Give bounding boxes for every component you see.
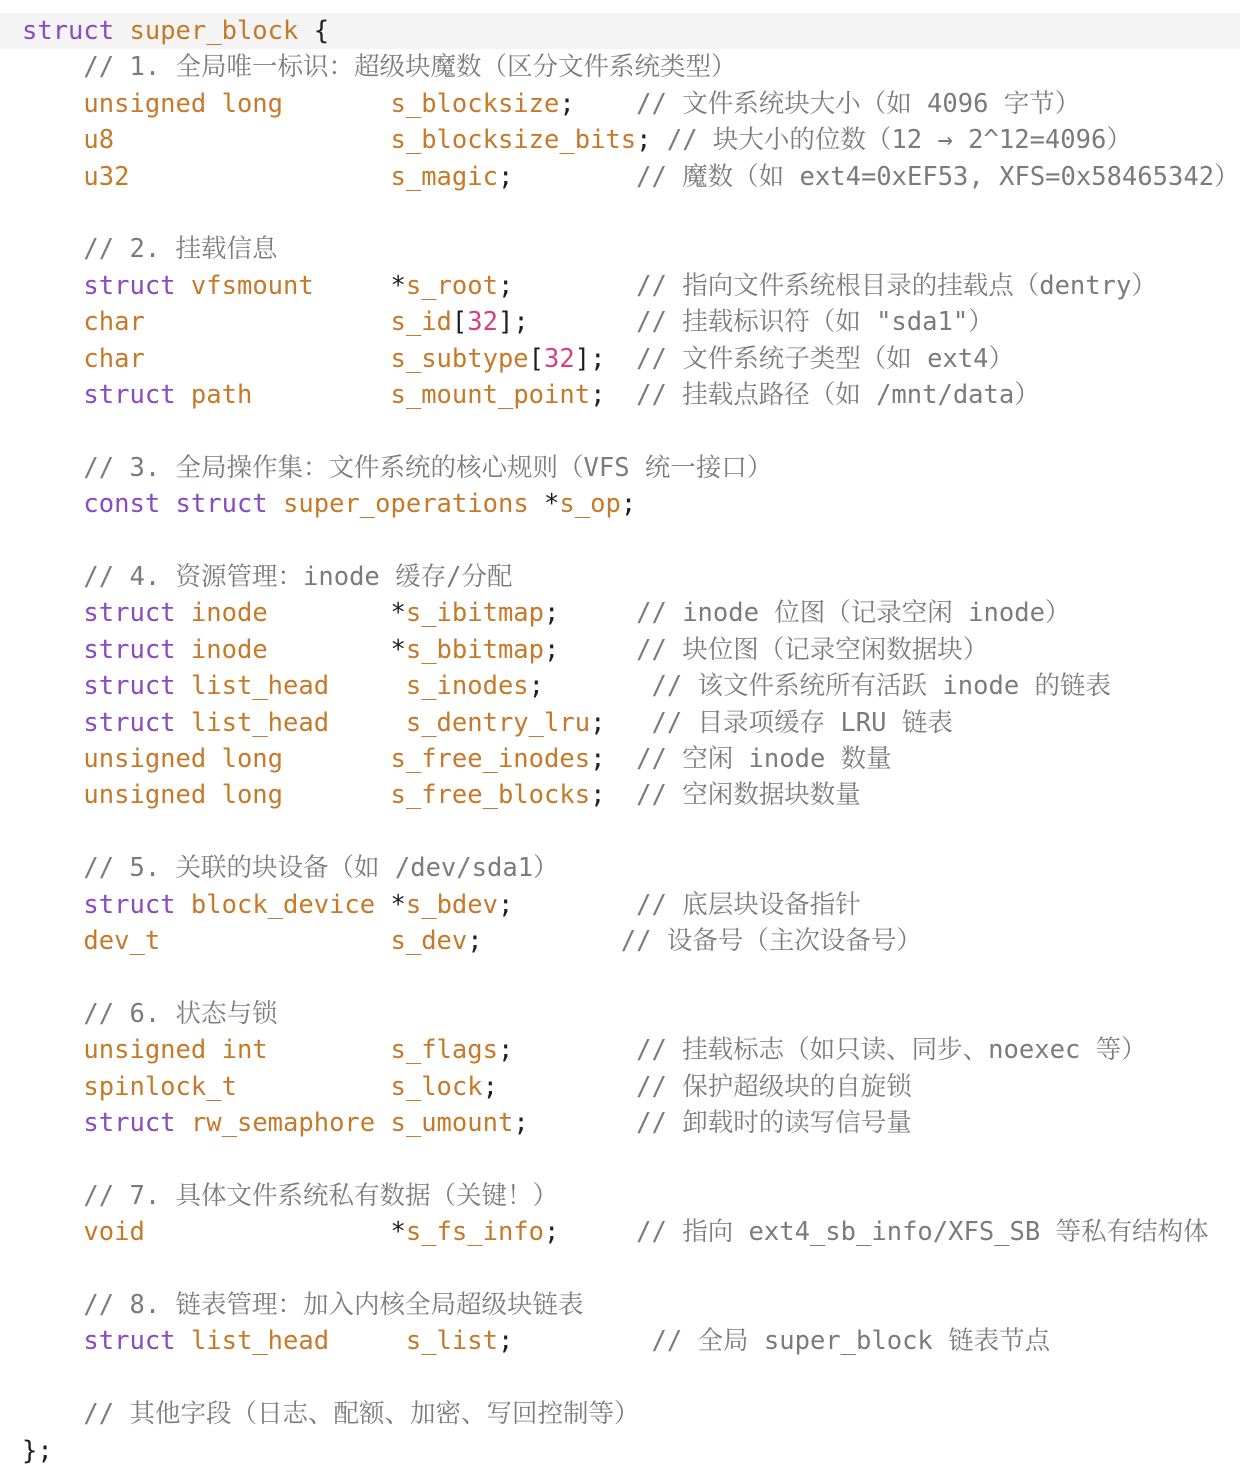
plain-token: ; — [513, 1108, 637, 1138]
comment-token: // 8. 链表管理：加入内核全局超级块链表 — [22, 1290, 584, 1320]
type-token: unsigned long — [83, 744, 284, 774]
identifier-token: s_umount — [390, 1108, 514, 1138]
code-line — [0, 1178, 558, 1214]
plain-token — [22, 890, 83, 920]
plain-token — [375, 1108, 390, 1138]
identifier-token: s_free_blocks — [390, 780, 591, 811]
plain-token: ; — [497, 1326, 652, 1357]
type-token: list_head — [190, 671, 330, 702]
identifier-token: s_subtype — [390, 343, 529, 374]
code-line — [0, 523, 22, 559]
plain-token: ; — [544, 1217, 637, 1248]
comment-token: // 块大小的位数（12 → 2^12=4096） — [666, 125, 1132, 156]
type-token: super_operations — [283, 489, 529, 520]
plain-token — [22, 1217, 83, 1247]
code-line — [0, 304, 994, 340]
identifier-token: s_blocksize_bits — [390, 125, 637, 156]
type-token: path — [190, 380, 253, 410]
comment-token: // 2. 挂载信息 — [22, 234, 278, 265]
code-line — [0, 1105, 912, 1141]
plain-token: ; — [467, 926, 621, 956]
plain-token — [329, 671, 406, 701]
plain-token: ; — [497, 889, 637, 920]
keyword-token: struct — [83, 598, 176, 629]
plain-token — [283, 780, 390, 810]
code-line — [0, 341, 1014, 377]
plain-token — [176, 1108, 191, 1138]
comment-token: // 空闲数据块数量 — [636, 780, 861, 811]
plain-token — [22, 489, 83, 519]
type-token: unsigned int — [83, 1035, 268, 1066]
number-token: 32 — [544, 343, 575, 374]
plain-token — [22, 307, 83, 337]
plain-token — [22, 380, 83, 410]
code-line — [0, 1396, 639, 1432]
code-line — [0, 1360, 22, 1396]
plain-token — [329, 708, 406, 738]
plain-token: ; — [590, 780, 637, 811]
plain-token — [22, 598, 83, 628]
plain-token: ; — [497, 1035, 637, 1066]
plain-token — [176, 635, 191, 665]
identifier-token: s_mount_point — [390, 380, 591, 410]
plain-token — [252, 380, 390, 410]
type-token: list_head — [190, 707, 330, 738]
identifier-token: s_flags — [390, 1035, 498, 1066]
identifier-token: s_id — [390, 307, 452, 338]
plain-token — [160, 489, 175, 519]
code-line — [0, 887, 861, 923]
type-token: void — [83, 1217, 145, 1248]
comment-token: // 4. 资源管理：inode 缓存/分配 — [22, 562, 513, 592]
comment-token: // 空闲 inode 数量 — [636, 744, 892, 774]
code-line — [0, 49, 737, 85]
type-token: inode — [190, 634, 268, 665]
plain-token: ]; — [574, 343, 637, 374]
keyword-token: const — [83, 489, 161, 520]
type-token: u32 — [83, 161, 130, 192]
code-line — [0, 13, 1240, 49]
code-line — [0, 996, 278, 1032]
code-line — [0, 86, 1080, 122]
comment-token: // 3. 全局操作集：文件系统的核心规则（VFS 统一接口） — [22, 452, 773, 483]
keyword-token: struct — [83, 1326, 176, 1357]
identifier-token: s_magic — [390, 161, 498, 192]
keyword-token: struct — [83, 270, 176, 301]
plain-token — [22, 780, 83, 810]
comment-token: // 卸载时的读写信号量 — [636, 1108, 912, 1138]
code-line — [0, 1141, 22, 1177]
identifier-token: s_op — [559, 489, 621, 520]
type-token: list_head — [190, 1326, 330, 1357]
code-line — [0, 1287, 584, 1323]
code-line — [0, 1323, 1050, 1359]
code-line — [0, 231, 278, 267]
code-line — [0, 595, 1070, 631]
plain-token: * — [267, 634, 406, 665]
plain-token — [114, 16, 129, 46]
comment-token: // 文件系统子类型（如 ext4） — [636, 343, 1014, 374]
type-token: char — [83, 343, 145, 374]
plain-token — [268, 489, 283, 519]
comment-token: // 该文件系统所有活跃 inode 的链表 — [651, 671, 1112, 702]
identifier-token: s_dentry_lru — [405, 707, 591, 738]
plain-token: { — [298, 16, 330, 46]
plain-token: * — [267, 598, 406, 629]
comment-token: // 指向文件系统根目录的挂载点（dentry） — [636, 270, 1157, 301]
code-line — [0, 559, 513, 595]
plain-token — [176, 380, 191, 410]
code-line — [0, 1032, 1147, 1068]
comment-token: // 其他字段（日志、配额、加密、写回控制等） — [22, 1399, 640, 1430]
comment-token: // 指向 ext4_sb_info/XFS_SB 等私有结构体 — [636, 1217, 1209, 1248]
comment-token: // 6. 状态与锁 — [22, 998, 278, 1029]
type-token: dev_t — [83, 926, 161, 956]
type-token: rw_semaphore — [190, 1108, 376, 1138]
plain-token — [283, 744, 390, 774]
identifier-token: s_lock — [390, 1071, 483, 1102]
plain-token: ; — [544, 598, 637, 629]
plain-token — [22, 1035, 83, 1065]
code-line — [0, 122, 1132, 158]
type-token: block_device — [190, 889, 376, 920]
code-line — [0, 1251, 22, 1287]
plain-token — [22, 635, 83, 665]
code-line — [0, 705, 953, 741]
code-line — [0, 1214, 1209, 1250]
plain-token — [22, 1108, 83, 1138]
plain-token — [22, 926, 83, 956]
plain-token — [22, 271, 83, 301]
plain-token: ; — [559, 88, 637, 119]
plain-token: [ — [451, 307, 468, 338]
keyword-token: struct — [83, 1108, 176, 1138]
type-token: u8 — [83, 125, 115, 156]
identifier-token: s_fs_info — [405, 1217, 545, 1248]
identifier-token: s_root — [405, 270, 498, 301]
plain-token — [268, 1035, 391, 1065]
plain-token — [22, 1072, 83, 1102]
comment-token: // inode 位图（记录空闲 inode） — [636, 598, 1071, 629]
plain-token: [ — [528, 343, 545, 374]
code-line — [0, 777, 861, 813]
code-line — [0, 923, 922, 959]
comment-token: // 1. 全局唯一标识：超级块魔数（区分文件系统类型） — [22, 52, 737, 83]
plain-token — [176, 671, 191, 701]
comment-token: // 目录项缓存 LRU 链表 — [651, 707, 953, 738]
identifier-token: s_list — [405, 1326, 498, 1357]
plain-token — [22, 744, 83, 774]
type-token: unsigned long — [83, 88, 284, 119]
type-token: inode — [190, 598, 268, 629]
code-line — [0, 814, 22, 850]
code-line — [0, 159, 1240, 195]
plain-token — [114, 125, 390, 155]
plain-token — [237, 1072, 391, 1102]
plain-token — [176, 598, 191, 628]
comment-token: // 5. 关联的块设备（如 /dev/sda1） — [22, 853, 559, 884]
code-line — [0, 668, 1111, 704]
plain-token — [22, 1326, 83, 1356]
comment-token: // 挂载点路径（如 /mnt/data） — [636, 380, 1040, 410]
comment-token: // 块位图（记录空闲数据块） — [636, 634, 989, 665]
plain-token: * — [313, 270, 406, 301]
code-line — [0, 268, 1157, 304]
identifier-token: s_free_inodes — [390, 744, 591, 774]
identifier-token: s_blocksize — [390, 88, 560, 119]
code-line — [0, 413, 22, 449]
plain-token: ; — [544, 634, 637, 665]
code-line — [0, 377, 1040, 413]
plain-token: * — [528, 489, 560, 520]
plain-token: ; — [497, 270, 637, 301]
plain-token — [22, 89, 83, 119]
identifier-token: s_bdev — [405, 889, 498, 920]
identifier-token: s_bbitmap — [405, 634, 545, 665]
type-token: spinlock_t — [83, 1071, 237, 1102]
plain-token — [22, 162, 83, 192]
plain-token: ; — [482, 1071, 637, 1102]
plain-token: ]; — [497, 307, 637, 338]
comment-token: // 7. 具体文件系统私有数据（关键！） — [22, 1180, 559, 1211]
comment-token: // 底层块设备指针 — [636, 889, 861, 920]
plain-token: ; — [590, 380, 637, 410]
keyword-token: struct — [83, 707, 176, 738]
plain-token: ; — [497, 161, 637, 192]
plain-token: }; — [22, 1435, 53, 1466]
plain-token — [129, 162, 390, 192]
plain-token — [145, 307, 391, 337]
plain-token — [176, 890, 191, 920]
comment-token: // 保护超级块的自旋锁 — [636, 1071, 912, 1102]
code-line — [0, 741, 892, 777]
plain-token — [176, 271, 191, 301]
plain-token — [22, 671, 83, 701]
code-line — [0, 1433, 53, 1469]
plain-token — [22, 708, 83, 738]
plain-token — [283, 89, 390, 119]
code-line — [0, 959, 22, 995]
plain-token: * — [144, 1217, 406, 1248]
plain-token: * — [375, 889, 406, 920]
comment-token: // 挂载标志（如只读、同步、noexec 等） — [636, 1035, 1147, 1066]
code-line — [0, 850, 559, 886]
plain-token: ; — [636, 125, 667, 156]
plain-token — [22, 344, 83, 374]
plain-token — [329, 1326, 406, 1356]
code-line — [0, 632, 988, 668]
plain-token: ; — [528, 671, 652, 702]
keyword-token: struct — [175, 489, 268, 520]
plain-token: ; — [590, 707, 652, 738]
keyword-token: struct — [22, 16, 115, 46]
plain-token — [145, 344, 391, 374]
type-token: vfsmount — [190, 270, 314, 301]
comment-token: // 魔数（如 ext4=0xEF53, XFS=0x58465342） — [636, 161, 1240, 192]
identifier-token: s_inodes — [405, 671, 529, 702]
plain-token: ; — [590, 744, 637, 774]
keyword-token: struct — [83, 380, 176, 410]
plain-token: ; — [620, 489, 637, 520]
identifier-token: super_block — [129, 16, 299, 46]
type-token: unsigned long — [83, 780, 284, 811]
plain-token — [176, 1326, 191, 1356]
comment-token: // 设备号（主次设备号） — [620, 926, 922, 956]
plain-token — [176, 708, 191, 738]
comment-token: // 文件系统块大小（如 4096 字节） — [636, 88, 1081, 119]
code-line — [0, 1069, 912, 1105]
comment-token: // 全局 super_block 链表节点 — [651, 1326, 1051, 1357]
type-token: char — [83, 307, 145, 338]
number-token: 32 — [467, 307, 498, 338]
keyword-token: struct — [83, 671, 176, 702]
keyword-token: struct — [83, 634, 176, 665]
code-line — [0, 486, 636, 522]
keyword-token: struct — [83, 889, 176, 920]
identifier-token: s_ibitmap — [405, 598, 545, 629]
comment-token: // 挂载标识符（如 "sda1"） — [636, 307, 994, 338]
code-line — [0, 195, 22, 231]
identifier-token: s_dev — [390, 926, 468, 956]
code-line — [0, 450, 772, 486]
plain-token — [22, 125, 83, 155]
plain-token — [160, 926, 390, 956]
